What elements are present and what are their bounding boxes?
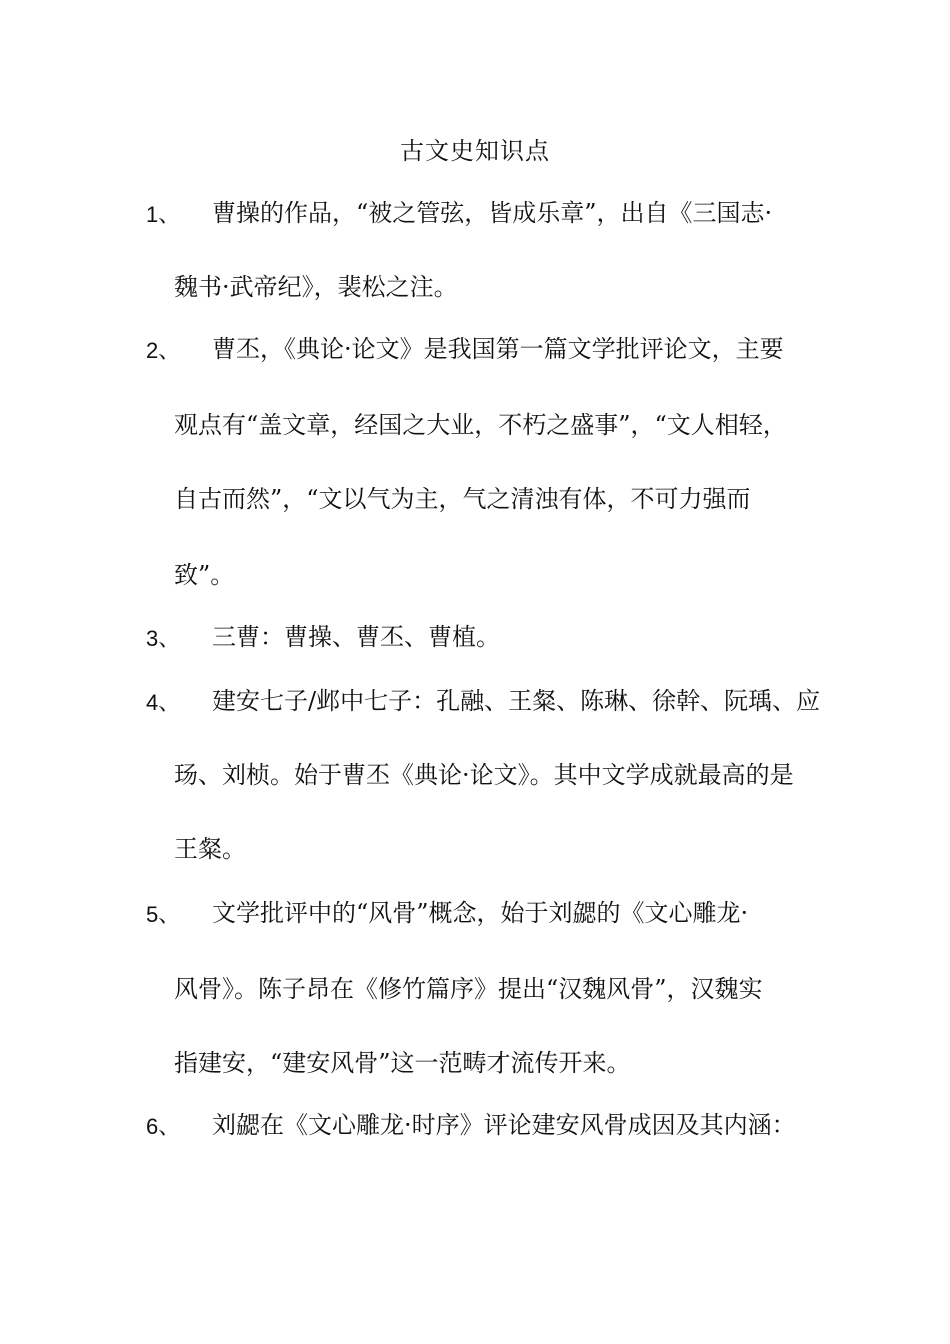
item-text-line: 魏书·武帝纪》，裴松之注。	[174, 273, 458, 301]
item-text-line: 风骨》。陈子昂在《修竹篇序》提出“汉魏风骨”，汉魏实	[174, 975, 763, 1003]
item-number: 4、	[146, 690, 181, 715]
item-text-line: 刘勰在《文心雕龙·时序》评论建安风骨成因及其内涵：	[212, 1111, 796, 1139]
item-text-line: 玚、刘桢。始于曹丕《典论·论文》。其中文学成就最高的是	[174, 761, 794, 789]
item-text-line: 王粲。	[174, 835, 246, 863]
item-number: 6、	[146, 1114, 181, 1139]
item-text-line: 曹丕，《典论·论文》是我国第一篇文学批评论文，主要	[212, 335, 784, 363]
item-text-line: 指建安，“建安风骨”这一范畴才流传开来。	[174, 1049, 631, 1077]
item-number: 1、	[146, 202, 181, 227]
item-number: 5、	[146, 902, 181, 927]
item-text-line: 文学批评中的“风骨”概念，始于刘勰的《文心雕龙·	[212, 899, 749, 927]
item-text-line: 三曹：曹操、曹丕、曹植。	[212, 623, 500, 651]
item-text-line: 观点有“盖文章，经国之大业，不朽之盛事”，“文人相轻，	[174, 411, 787, 439]
item-text-line: 曹操的作品，“被之管弦，皆成乐章”，出自《三国志·	[212, 199, 773, 227]
item-number: 3、	[146, 626, 181, 651]
document-title: 古文史知识点	[400, 137, 550, 165]
item-text-line: 自古而然”，“文以气为主，气之清浊有体，不可力强而	[174, 485, 751, 513]
item-number: 2、	[146, 338, 181, 363]
item-text-line: 建安七子/邺中七子：孔融、王粲、陈琳、徐幹、阮瑀、应	[212, 687, 821, 715]
item-text-line: 致”。	[174, 561, 235, 589]
